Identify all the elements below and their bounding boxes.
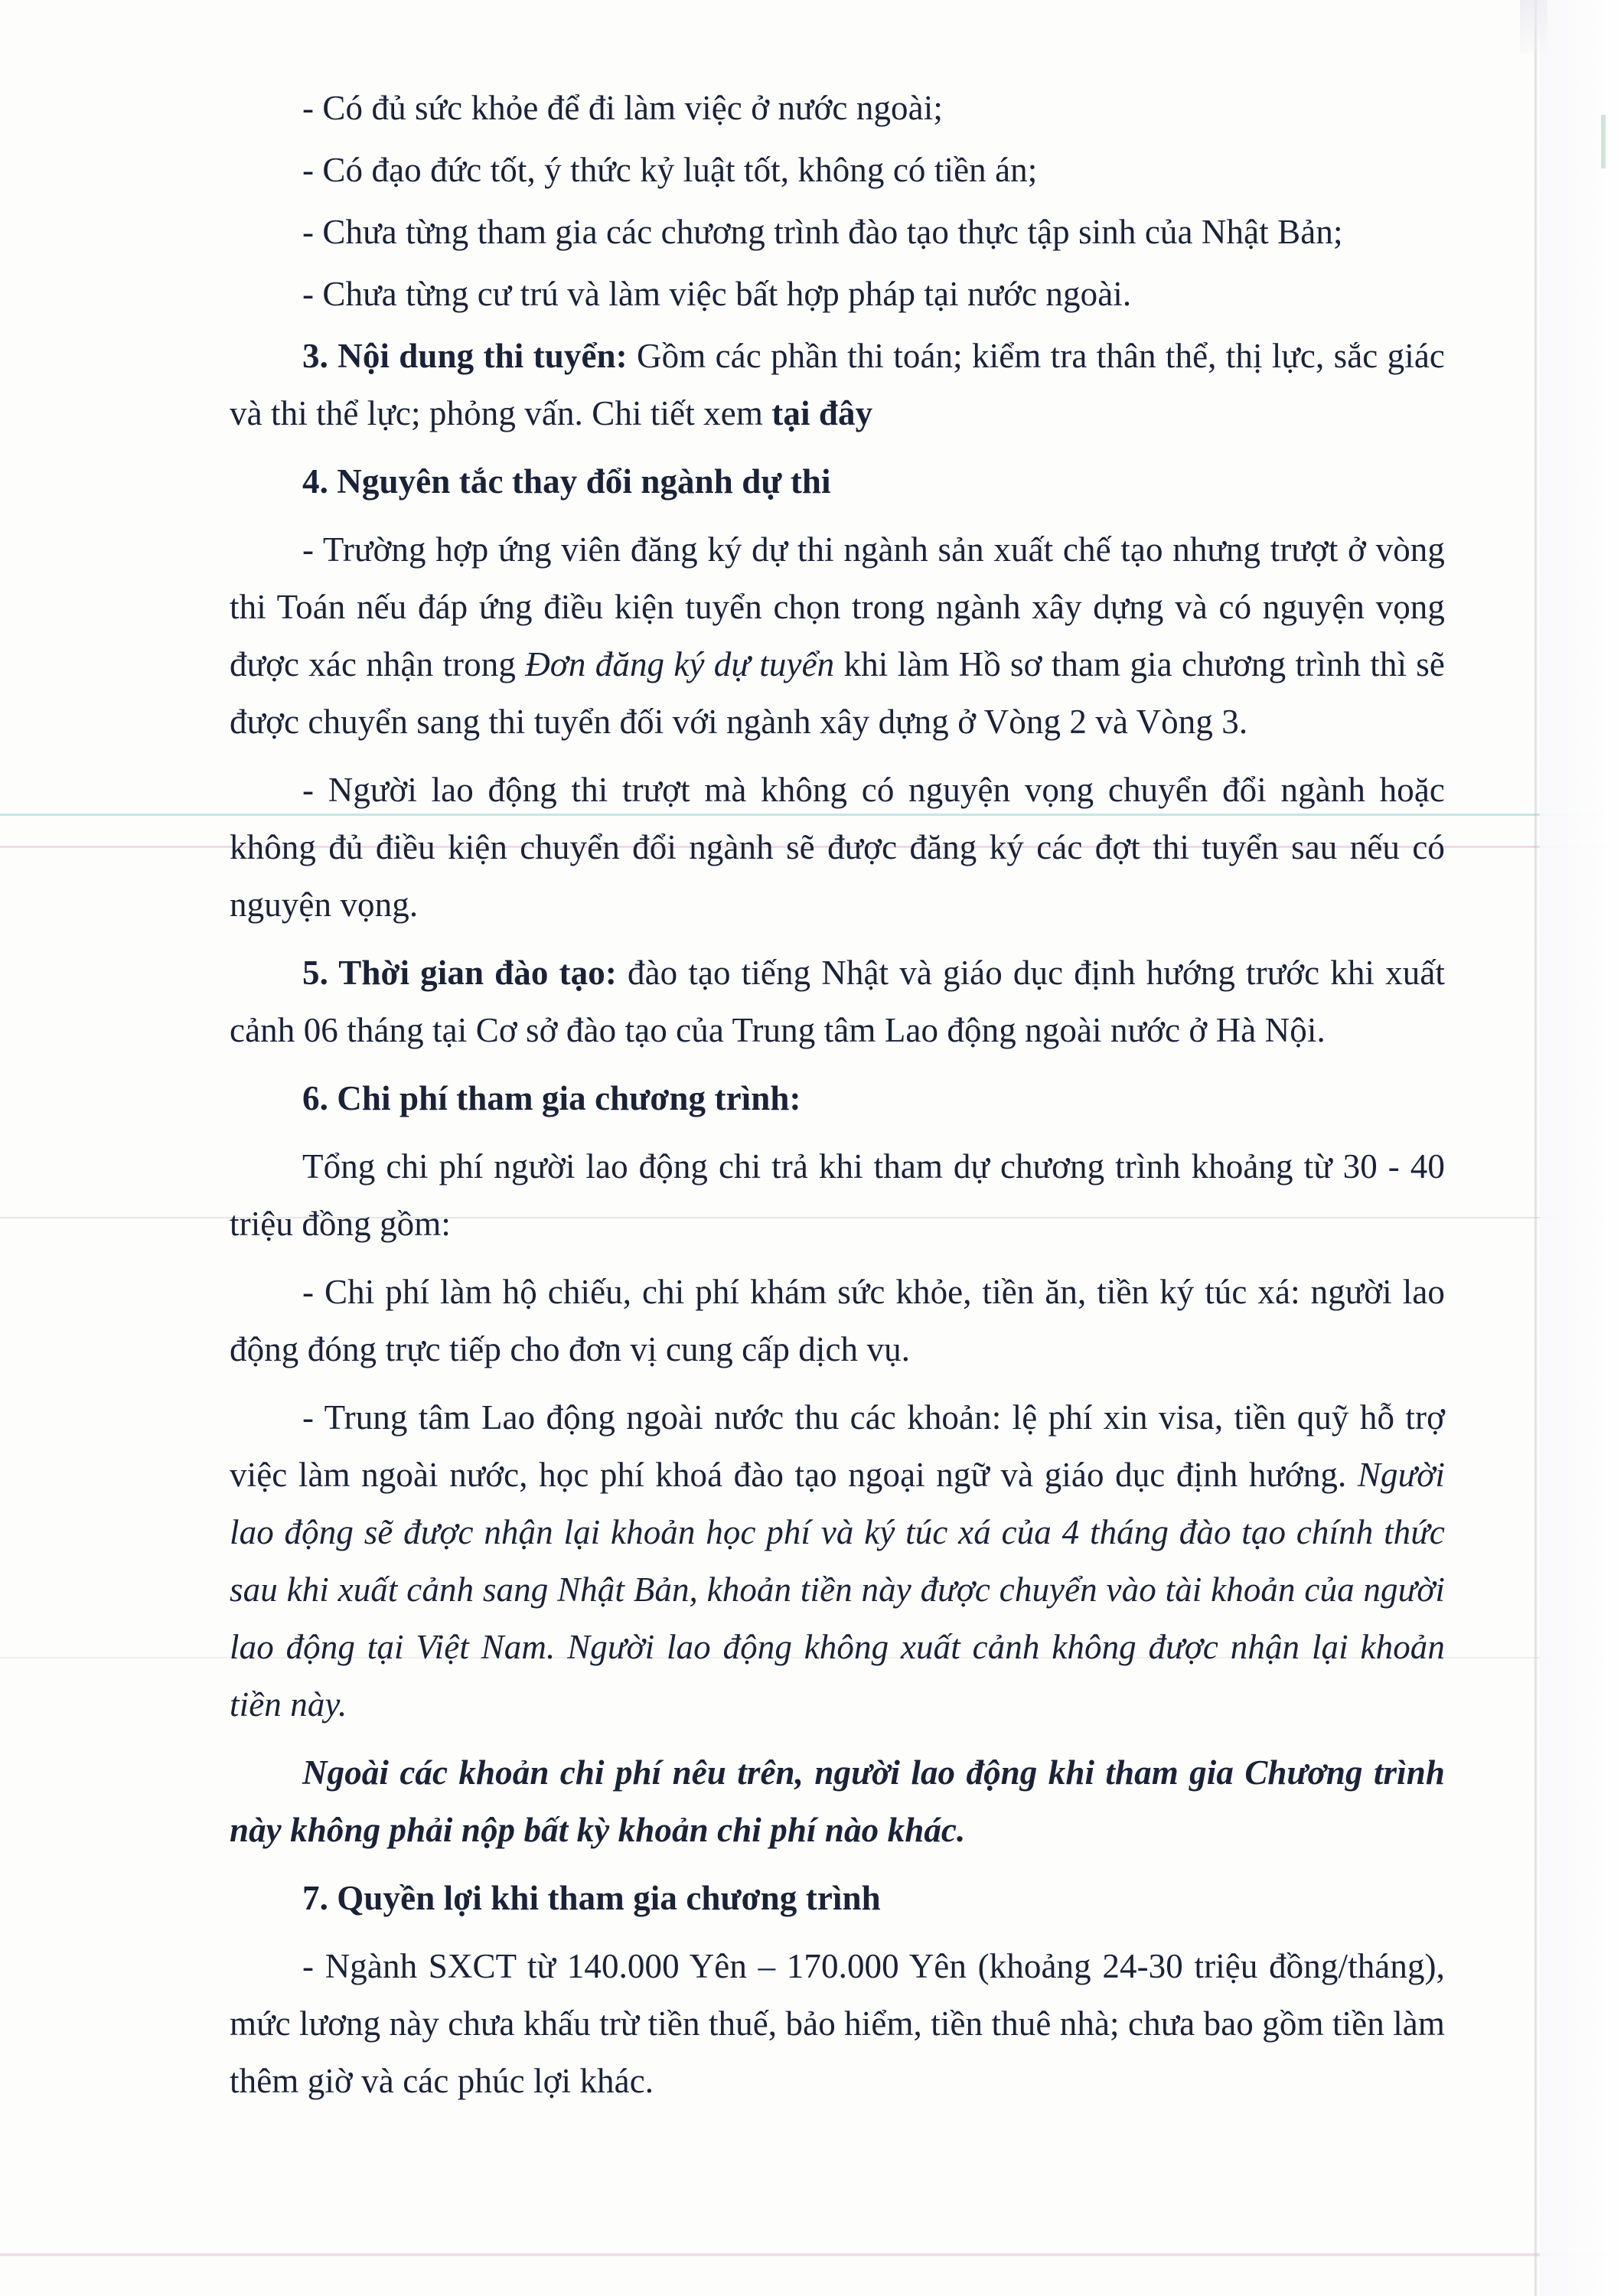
- section-7-benefit-salary: - Ngành SXCT từ 140.000 Yên – 170.000 Yên (khoảng 24-30 triệu đồng/tháng), mức lương này chưa khấu trừ tiền thuế, bảo hiểm, tiền thuê nhà; chưa bao gồm tiền làm thêm giờ và các phúc lợi khác.: [230, 1947, 1445, 2100]
- page-edge-highlight: [1540, 0, 1624, 2296]
- section-4-heading-text: 4. Nguyên tắc thay đổi ngành dự thi: [302, 462, 831, 501]
- section-4-heading: [230, 453, 1445, 510]
- section-6-cost-item-personal: - Chi phí làm hộ chiếu, chi phí khám sức khỏe, tiền ăn, tiền ký túc xá: người lao động đóng trực tiếp cho đơn vị cung cấp dịch vụ.: [230, 1273, 1445, 1368]
- section-6-intro: Tổng chi phí người lao động chi trả khi tham dự chương trình khoảng từ 30 - 40 triệu đồng gồm:: [230, 1147, 1445, 1243]
- page-corner-fold: [1520, 0, 1547, 54]
- scan-artifact-green-mark: [1601, 115, 1606, 168]
- section-6-no-other-fees-note: [230, 1744, 1445, 1859]
- section-3-heading: 3. Nội dung thi tuyển:: [302, 337, 628, 375]
- section-4-para1-part2: khi làm Hồ sơ tham gia chương trình thì sẽ được chuyển sang thi tuyển đối với ngành xây dựng ở Vòng 2 và Vòng 3.: [230, 645, 1445, 741]
- section-6-heading-text: 6. Chi phí tham gia chương trình:: [302, 1079, 801, 1117]
- condition-bullet-no-illegal-residence: - Chưa từng cư trú và làm việc bất hợp pháp tại nước ngoài.: [302, 275, 1132, 313]
- section-3-body: Gồm các phần thi toán; kiểm tra thân thể, thị lực, sắc giác và thi thể lực; phỏng vấn. Chi tiết xem: [230, 337, 1445, 432]
- section-6-no-other-fees-text: Ngoài các khoản chi phí nêu trên, người lao động khi tham gia Chương trình này không phải nộp bất kỳ khoản chi phí nào khác.: [230, 1753, 1445, 1849]
- section-6-heading: [230, 1070, 1445, 1127]
- section-4-para1-italic-application-form: Đơn đăng ký dự tuyển: [525, 645, 835, 683]
- section-7-heading-text: 7. Quyền lợi khi tham gia chương trình: [302, 1879, 881, 1917]
- condition-bullet-no-prior-program: - Chưa từng tham gia các chương trình đào tạo thực tập sinh của Nhật Bản;: [302, 213, 1343, 251]
- section-5-body: đào tạo tiếng Nhật và giáo dục định hướng trước khi xuất cảnh 06 tháng tại Cơ sở đào tạo của Trung tâm Lao động ngoài nước ở Hà Nội.: [230, 954, 1445, 1049]
- section-4-para1-part1: - Trường hợp ứng viên đăng ký dự thi ngành sản xuất chế tạo nhưng trượt ở vòng thi Toán nếu đáp ứng điều kiện tuyển chọn trong ngành xây dựng và có nguyện vọng được xác nhận trong: [230, 530, 1445, 683]
- scan-artifact-line-pink-2: [0, 2253, 1624, 2256]
- condition-bullet-ethics: - Có đạo đức tốt, ý thức kỷ luật tốt, không có tiền án;: [302, 151, 1038, 189]
- section-6-cost-item-center: [230, 1389, 1445, 1733]
- section-5-paragraph: [230, 944, 1445, 1059]
- section-6-item2-refund-note: Người lao động sẽ được nhận lại khoản học phí và ký túc xá của 4 tháng đào tạo chính thức sau khi xuất cảnh sang Nhật Bản, khoản tiền này được chuyển vào tài khoản của người lao động tại Việt Nam. Người lao động không xuất cảnh không được nhận lại khoản tiền này.: [230, 1456, 1445, 1724]
- section-5-heading: 5. Thời gian đào tạo:: [302, 954, 617, 992]
- section-4-paragraph-2: - Người lao động thi trượt mà không có nguyện vọng chuyển đổi ngành hoặc không đủ điều kiện chuyển đổi ngành sẽ được đăng ký các đợt thi tuyển sau nếu có nguyện vọng.: [230, 771, 1445, 924]
- page-edge-shadow: [1534, 0, 1538, 2296]
- section-3-paragraph: [230, 328, 1445, 442]
- section-6-item2-plain: - Trung tâm Lao động ngoài nước thu các khoản: lệ phí xin visa, tiền quỹ hỗ trợ việc làm ngoài nước, học phí khoá đào tạo ngoại ngữ và giáo dục định hướng.: [230, 1398, 1445, 1494]
- section-3-link-here[interactable]: tại đây: [771, 394, 873, 432]
- section-4-paragraph-1: [230, 521, 1445, 751]
- condition-bullet-health: - Có đủ sức khỏe để đi làm việc ở nước ngoài;: [302, 89, 943, 127]
- section-7-heading: [230, 1870, 1445, 1927]
- document-body: [230, 80, 1445, 2110]
